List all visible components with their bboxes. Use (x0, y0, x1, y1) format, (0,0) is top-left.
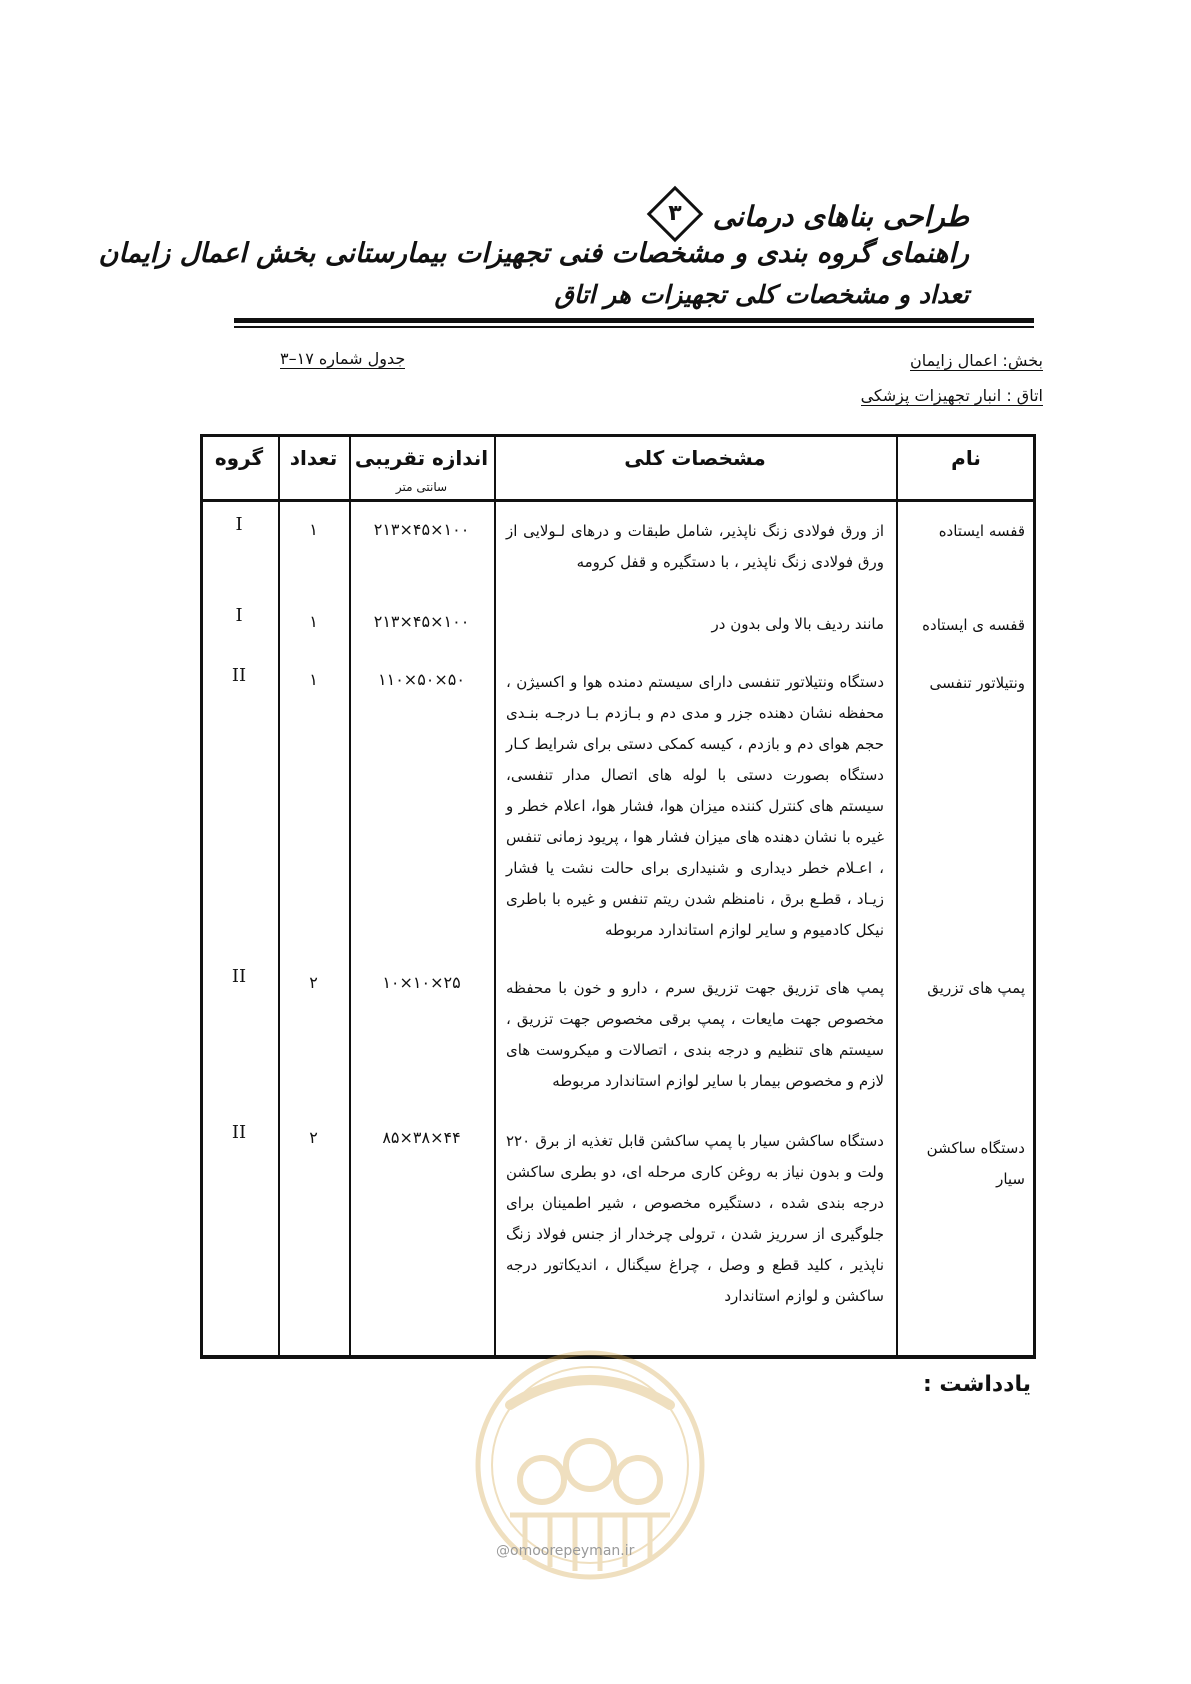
row-size: ۲۵×۱۰×۱۰ (382, 973, 461, 992)
row-count: ۱ (309, 670, 318, 689)
row-description: دستگاه ونتیلاتور تنفسی دارای سیستم دمنده هوا و اکسیژن ، محفظه نشان دهنده جزر و مدی دم و بـازدم بـا درجـه بنـدی حجم هوای دم و بازدم ، کیسه کمکی دستی برای شرایط کـار دستگاه بصورت دستی با لوله های اتصال مدار تنفسی، سیستم های کنترل کننده میزان هوا، فشار هوا، اعلام خطر و غیره با نشان دهنده های میزان فشار هوا ، پریود زمانی تنفس ، اعـلام خطر دیداری و شنیداری برای حالت نشت یا فشار زیـاد ، قطـع برق ، نامنظم شدن ریتم تنفس و غیره با باطری نیکل کادمیوم و سایر لوازم استاندارد مربوطه (506, 673, 884, 939)
row-count: ۱ (309, 520, 318, 539)
row-description: پمپ های تزریق جهت تزریق سرم ، دارو و خون با محفظه مخصوص جهت مایعات ، پمپ برقی مخصوص جهت تزریق ، سیستم های تنظیم و درجه بندی ، اتصالات و میکروست های لازم و مخصوص بیمار با سایر لوازم استاندارد مربوطه (506, 979, 884, 1090)
header-specs: مشخصات کلی (624, 446, 766, 470)
document-subtitle: راهنمای گروه بندی و مشخصات فنی تجهیزات بیمارستانی بخش اعمال زایمان (98, 238, 969, 269)
row-group: II (231, 1122, 247, 1143)
header-rule-thin (234, 326, 1034, 328)
column-divider (494, 434, 496, 1358)
row-description: از ورق فولادی زنگ ناپذیر، شامل طبقات و درهای لـولایی از ورق فولادی زنگ ناپذیر ، با دستگیره و قفل کرومه (506, 522, 884, 571)
volume-badge (647, 186, 704, 243)
document-title-text: طراحی بناهای درمانی (712, 200, 969, 233)
row-description: دستگاه ساکشن سیار با پمپ ساکشن قابل تغذیه از برق ۲۲۰ ولت و بدون نیاز به روغن کاری مرحله ای، دو بطری ساکشن درجه بندی شده ، دستگیره مخصوص ، شیر اطمینان برای جلوگیری از سرریز شدن ، ترولی چرخدار از جنس فولاد زنگ ناپذیر ، کلید قطع و وصل ، چراغ سیگنال ، اندیکاتور درجه ساکشن و لوازم استاندارد (506, 1132, 884, 1305)
row-count: ۲ (309, 973, 318, 992)
volume-number: ۳ (668, 201, 682, 226)
column-divider (896, 434, 898, 1358)
row-name: قفسه ایستاده (938, 522, 1025, 540)
notes-label: یادداشت : (922, 1372, 1031, 1397)
header-name: نام (951, 446, 981, 470)
row-name: ونتیلاتور تنفسی (929, 674, 1025, 692)
row-group: I (235, 514, 243, 535)
header-count: تعداد (289, 446, 338, 470)
room-label: اتاق : انبار تجهیزات پزشکی (860, 386, 1043, 405)
row-size: ۱۰۰×۴۵×۲۱۳ (373, 520, 470, 539)
header-separator (200, 499, 1036, 502)
row-name: قفسه ی ایستاده (922, 616, 1025, 634)
row-group: I (235, 605, 243, 626)
header-group: گروه (214, 446, 264, 470)
row-size: ۵۰×۵۰×۱۱۰ (378, 670, 465, 689)
header-size: اندازه تقریبی (354, 446, 489, 470)
row-count: ۲ (309, 1128, 318, 1147)
table-number: جدول شماره ۱۷–۳ (280, 349, 406, 368)
row-size: ۴۴×۳۸×۸۵ (382, 1128, 461, 1147)
row-group: II (231, 966, 247, 987)
row-count: ۱ (309, 612, 318, 631)
document-title (649, 198, 969, 238)
watermark-url: @omoorepeyman.ir (496, 1543, 635, 1559)
row-name: دستگاه ساکشن سیار (926, 1139, 1025, 1188)
header-size-unit: سانتی متر (395, 480, 448, 494)
header-rule (234, 318, 1034, 323)
section-label: بخش: اعمال زایمان (910, 351, 1043, 370)
row-size: ۱۰۰×۴۵×۲۱۳ (373, 612, 470, 631)
row-name: پمپ های تزریق (927, 979, 1025, 997)
document-section-title: تعداد و مشخصات کلی تجهیزات هر اتاق (554, 280, 969, 309)
row-description: مانند ردیف بالا ولی بدون در (711, 615, 884, 633)
column-divider (349, 434, 351, 1358)
column-divider (278, 434, 280, 1358)
row-group: II (231, 665, 247, 686)
